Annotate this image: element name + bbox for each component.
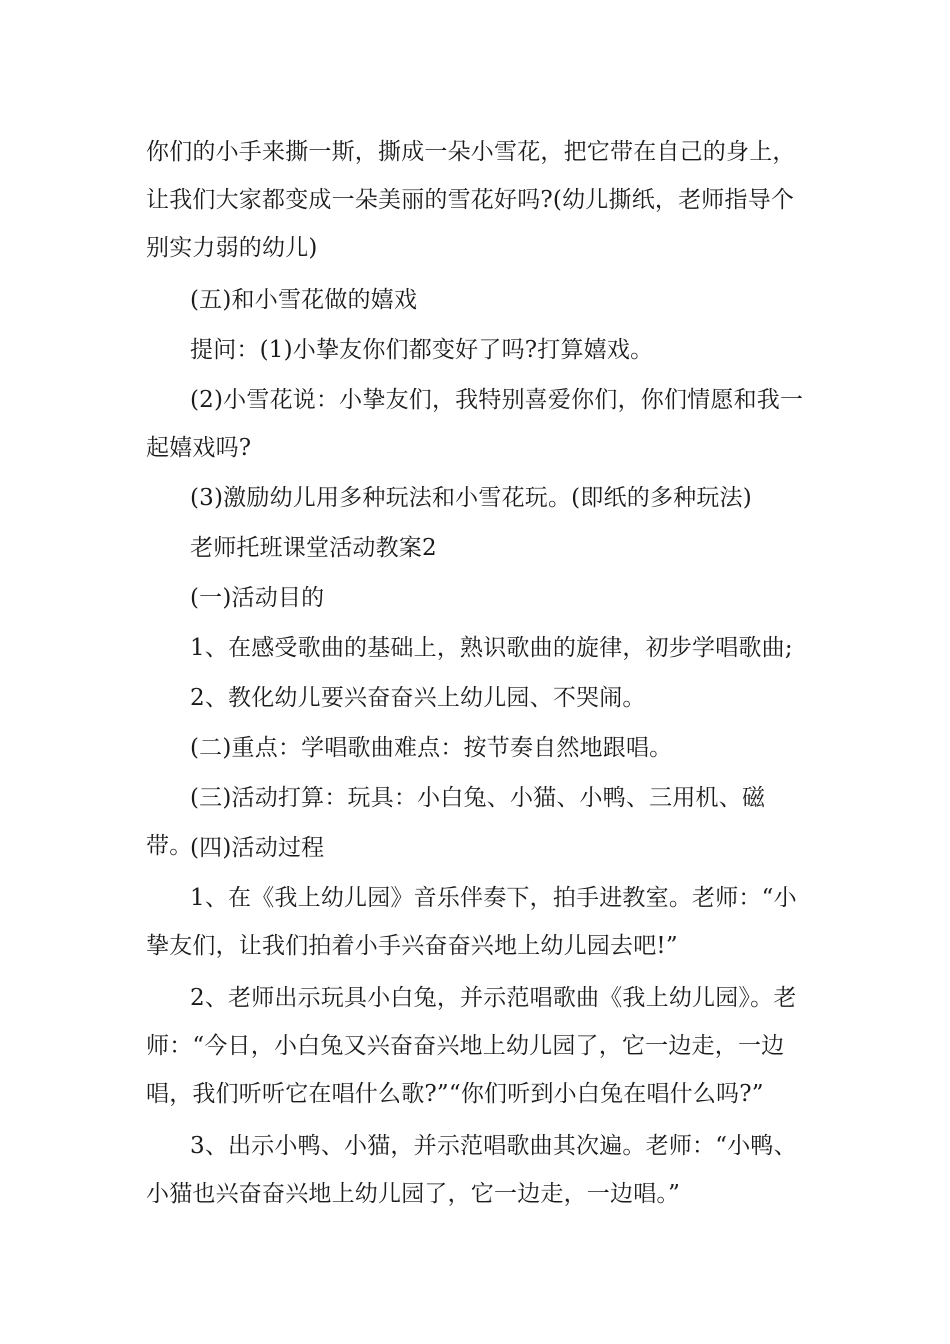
- paragraph-question-2: (2)小雪花说：小挚友们，我特别喜爱你们，你们情愿和我一起嬉戏吗?: [146, 387, 804, 461]
- section-heading-2: (二)重点：学唱歌曲难点：按节奏自然地跟唱。: [190, 735, 673, 761]
- section-heading-5: (五)和小雪花做的嬉戏: [190, 287, 418, 313]
- section-heading-4: (四)活动过程: [190, 835, 325, 861]
- goal-item-2: 2、教化幼儿要兴奋奋兴上幼儿园、不哭闹。: [190, 685, 646, 711]
- process-step-3: 3、出示小鸭、小猫，并示范唱歌曲其次遍。老师：“小鸭、小猫也兴奋奋兴地上幼儿园了，它一边走，一边唱。”: [146, 1133, 797, 1207]
- section-heading-3: (三)活动打算：玩具：小白兔、小猫、小鸭、三用机、磁带。: [146, 785, 766, 859]
- process-step-1: 1、在《我上幼儿园》音乐伴奏下，拍手进教室。老师：“小挚友们，让我们拍着小手兴奋奋兴地上幼儿园去吧!”: [146, 885, 797, 959]
- paragraph-question-3: (3)激励幼儿用多种玩法和小雪花玩。(即纸的多种玩法): [190, 485, 752, 511]
- lesson-title: 老师托班课堂活动教案2: [190, 535, 437, 561]
- paragraph-1: 你们的小手来撕一斯，撕成一朵小雪花，把它带在自己的身上，让我们大家都变成一朵美丽的雪花好吗?(幼儿撕纸，老师指导个别实力弱的幼儿): [146, 139, 796, 261]
- goal-item-1: 1、在感受歌曲的基础上，熟识歌曲的旋律，初步学唱歌曲;: [190, 635, 793, 661]
- section-heading-1: (一)活动目的: [190, 585, 325, 611]
- process-step-2: 2、老师出示玩具小白兔，并示范唱歌曲《我上幼儿园》。老师：“今日，小白兔又兴奋奋兴地上幼儿园了，它一边走，一边唱，我们听听它在唱什么歌?”“你们听到小白兔在唱什么吗?”: [146, 985, 797, 1107]
- paragraph-question-1: 提问：(1)小挚友你们都变好了吗?打算嬉戏。: [190, 337, 654, 363]
